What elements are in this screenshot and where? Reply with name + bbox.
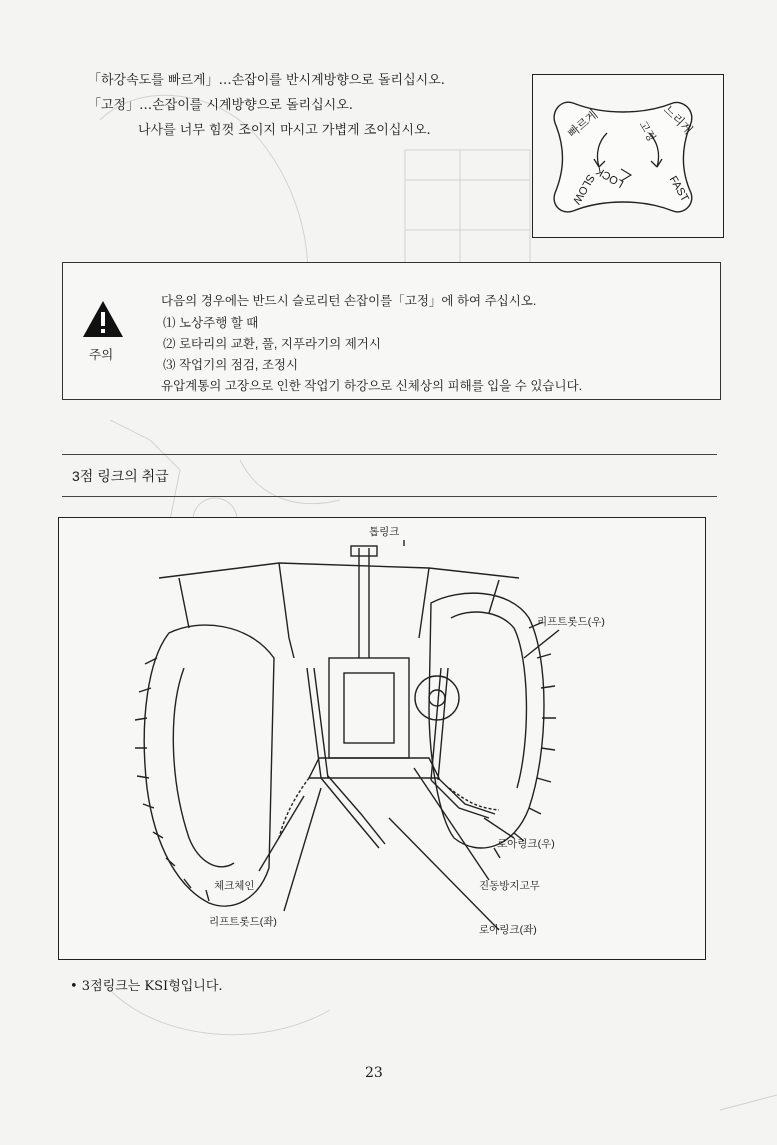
knob-label-slow: SLOW [569, 171, 597, 207]
caution-footer: 유압계통의 고장으로 인한 작업기 하강으로 신체상의 피해를 입을 수 있습니다. [161, 379, 583, 393]
caution-item-1: ⑴ 노상주행 할 때 [163, 316, 259, 330]
callout-lift-rod-right: 리프트롯드(우) [537, 616, 605, 628]
caution-intro: 다음의 경우에는 반드시 슬로리턴 손잡이를「고정」에 하여 주십시오. [161, 294, 537, 308]
knob-shape [533, 75, 723, 237]
callout-anti-vibration-rubber: 진동방지고무 [479, 880, 540, 892]
caution-box [62, 262, 721, 400]
instruction-line-3: 나사를 너무 힘껏 조이지 마시고 가볍게 조이십시오. [138, 123, 431, 138]
caution-item-3: ⑶ 작업기의 점검, 조정시 [163, 358, 299, 372]
tractor-rear-illustration [59, 518, 705, 959]
caution-item-2: ⑵ 로타리의 교환, 풀, 지푸라기의 제거시 [163, 337, 381, 351]
knob-label-lock-ko: 고정 [636, 119, 658, 144]
knob-label-slow-ko: 느리게 [660, 102, 696, 138]
section-rule-bottom [62, 496, 717, 497]
warning-triangle-icon [81, 299, 125, 339]
section-title: 3점 링크의 취급 [72, 468, 169, 484]
three-point-link-figure [58, 517, 706, 960]
page-number: 23 [365, 1065, 383, 1081]
knob-label-fast-ko: 빠르게 [564, 107, 601, 141]
knob-label-lock: LOCK [594, 164, 626, 190]
instruction-line-1: 「하강속도를 빠르게」…손잡이를 반시계방향으로 돌리십시오. [88, 73, 445, 88]
knob-label-fast: FAST [666, 174, 691, 204]
callout-lower-link-right: 로아링크(우) [497, 838, 555, 850]
callout-lower-link-left: 로아링크(좌) [479, 924, 537, 936]
callout-check-chain: 체크체인 [214, 880, 255, 892]
slow-return-knob-diagram [532, 74, 724, 238]
section-rule-top [62, 454, 717, 455]
caution-icon-label: 주의 [89, 348, 114, 362]
callout-lift-rod-left: 리프트롯드(좌) [209, 916, 277, 928]
instruction-line-2: 「고정」…손잡이를 시계방향으로 돌리십시오. [88, 98, 353, 113]
kit-type-note: • 3점링크는 KSI형입니다. [70, 979, 223, 994]
callout-top-link: 톱링크 [369, 526, 400, 538]
